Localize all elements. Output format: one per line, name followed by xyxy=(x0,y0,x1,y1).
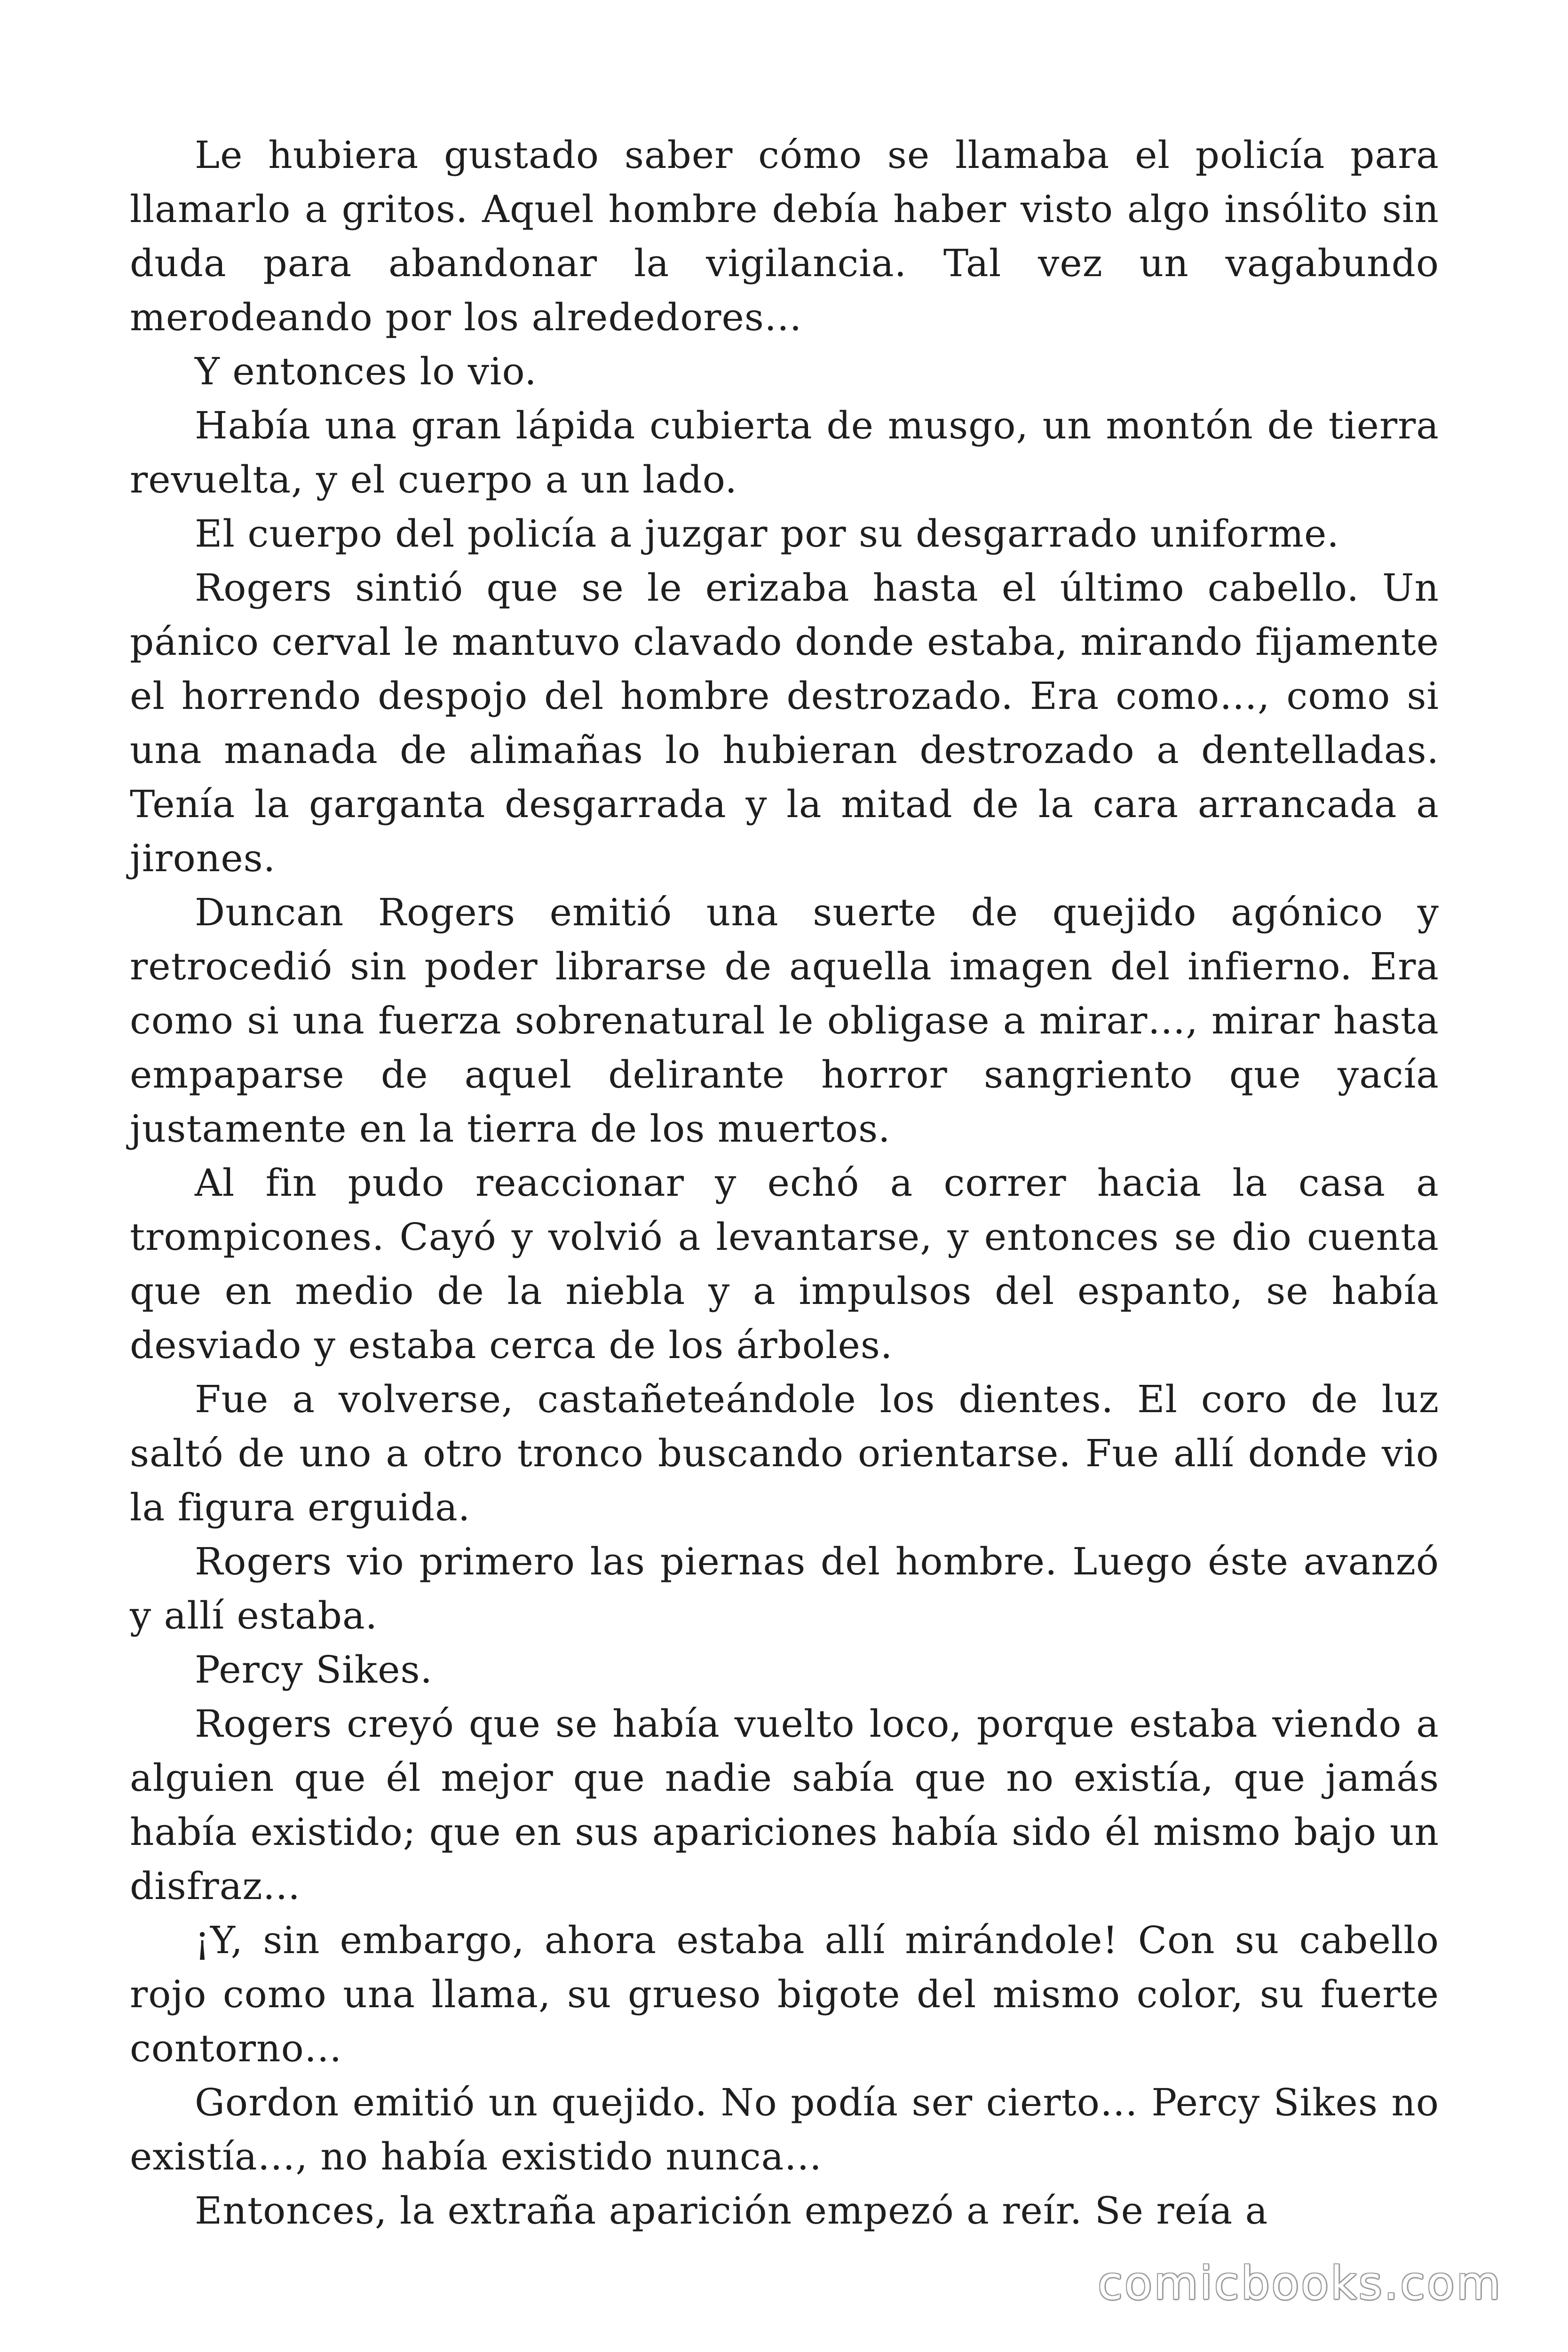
paragraph: ¡Y, sin embargo, ahora estaba allí mirándole! Con su cabello rojo como una llama, su grueso bigote del mismo color, su fuerte contorno… xyxy=(130,1918,1439,2070)
paragraph: Entonces, la extraña aparición empezó a reír. Se reía a xyxy=(195,2189,1268,2233)
paragraph: Duncan Rogers emitió una suerte de quejido agónico y retrocedió sin poder librarse de aquella imagen del infierno. Era como si una fuerza sobrenatural le obligase a mirar…, mirar hasta empaparse de aquel delirante horror sangriento que yacía justamente en la tierra de los muertos. xyxy=(130,890,1439,1151)
paragraph: Al fin pudo reaccionar y echó a correr hacia la casa a trompicones. Cayó y volvió a levantarse, y entonces se dio cuenta que en medio de la niebla y a impulsos del espanto, se había desviado y estaba cerca de los árboles. xyxy=(130,1161,1439,1367)
page-text xyxy=(130,128,1439,2238)
paragraph: Fue a volverse, castañeteándole los dientes. El coro de luz saltó de uno a otro tronco buscando orientarse. Fue allí donde vio la figura erguida. xyxy=(130,1377,1439,1529)
paragraph: Y entonces lo vio. xyxy=(195,350,537,393)
paragraph: Había una gran lápida cubierta de musgo, un montón de tierra revuelta, y el cuerpo a un lado. xyxy=(130,404,1439,501)
paragraph: Percy Sikes. xyxy=(195,1648,433,1692)
paragraph: Gordon emitió un quejido. No podía ser cierto… Percy Sikes no existía…, no había existido nunca… xyxy=(130,2081,1439,2178)
watermark-logo: comicbooks.com xyxy=(1097,2257,1502,2310)
paragraph: Rogers creyó que se había vuelto loco, porque estaba viendo a alguien que él mejor que nadie sabía que no existía, que jamás había existido; que en sus apariciones había sido él mismo bajo un disfraz… xyxy=(130,1702,1439,1908)
paragraph: Rogers sintió que se le erizaba hasta el último cabello. Un pánico cerval le mantuvo clavado donde estaba, mirando fijamente el horrendo despojo del hombre destrozado. Era como…, como si una manada de alimañas lo hubieran destrozado a dentelladas. Tenía la garganta desgarrada y la mitad de la cara arrancada a jirones. xyxy=(130,566,1439,880)
paragraph: Rogers vio primero las piernas del hombre. Luego éste avanzó y allí estaba. xyxy=(130,1540,1439,1637)
paragraph: El cuerpo del policía a juzgar por su desgarrado uniforme. xyxy=(195,512,1339,556)
paragraph: Le hubiera gustado saber cómo se llamaba el policía para llamarlo a gritos. Aquel hombre debía haber visto algo insólito sin duda para abandonar la vigilancia. Tal vez un vagabundo merodeando por los alrededores… xyxy=(130,133,1439,339)
